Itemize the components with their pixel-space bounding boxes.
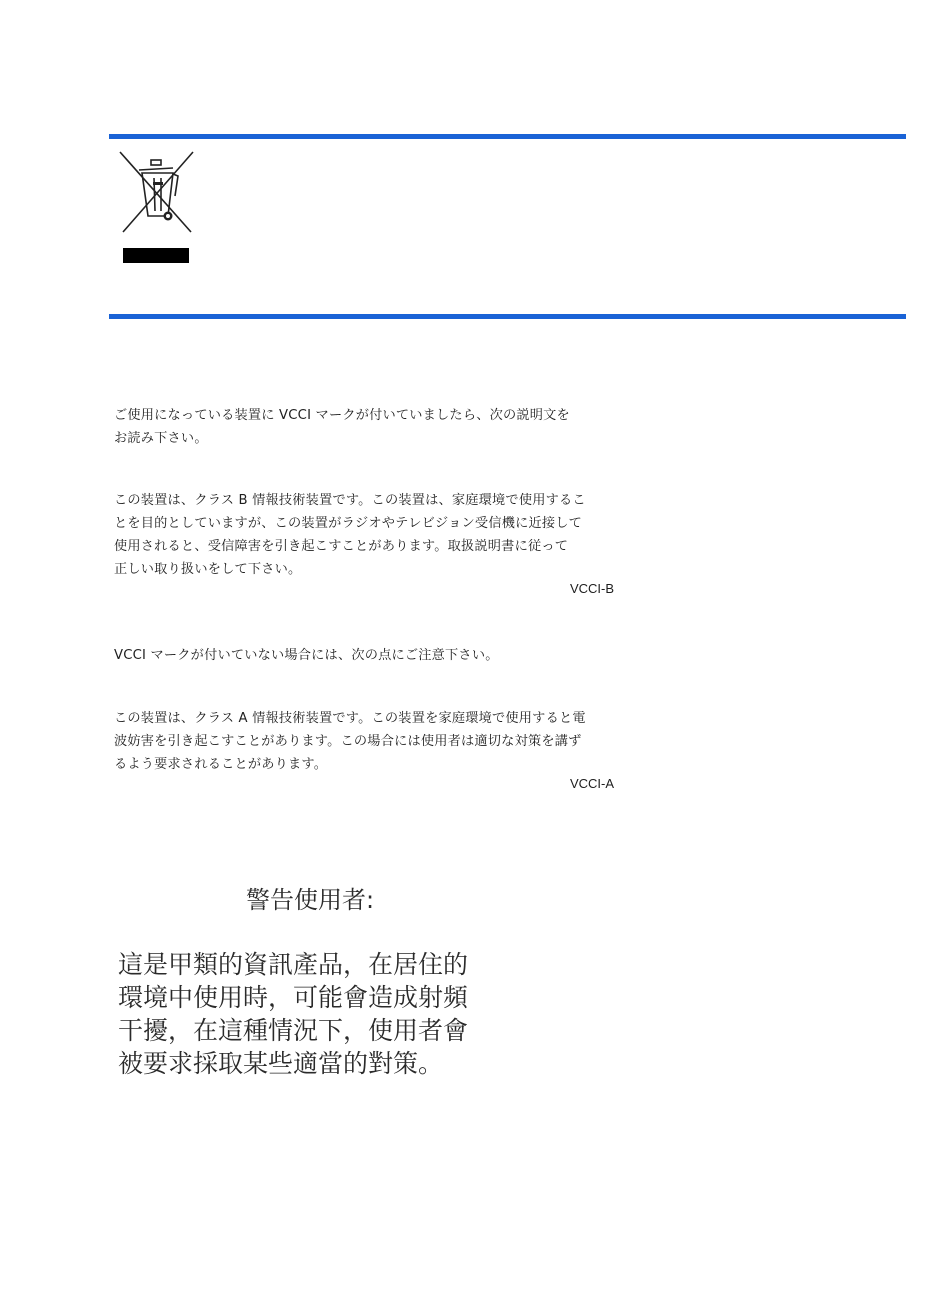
text-line: 使用されると、受信障害を引き起こすことがあります。取扱説明書に従って [114,539,569,554]
text-line: とを目的としていますが、この装置がラジオやテレビジョン受信機に近接して [114,516,583,531]
vcci-no-mark-notice [114,644,624,667]
text-line: ご使用になっている装置に VCCI マークが付いていましたら、次の説明文を [114,408,570,423]
vcci-class-b-statement [114,489,624,581]
text-line: VCCI マークが付いていない場合には、次の点にご注意下さい。 [114,648,499,663]
text-line: 被要求採取某些適當的對策。 [118,1049,444,1078]
taiwan-warning-body [118,948,468,1080]
text-line: お読み下さい。 [114,431,208,446]
text-line: るよう要求されることがあります。 [114,757,328,772]
vcci-b-label: VCCI-B [569,581,614,596]
bottom-blue-rule [109,314,906,319]
text-line: この装置は、クラス B 情報技術装置です。この装置は、家庭環境で使用するこ [114,493,586,508]
vcci-class-a-statement [114,707,624,776]
text-line: 環境中使用時，可能會造成射頻 [118,983,469,1012]
text-line: 波妨害を引き起こすことがあります。この場合には使用者は適切な対策を講ず [114,734,582,749]
crossed-out-wheelie-bin-icon [115,148,197,236]
vcci-intro [114,404,624,450]
text-line: 正しい取り扱いをして下さい。 [114,562,302,577]
top-blue-rule [109,134,906,139]
text-line: この装置は、クラス A 情報技術装置です。この装置を家庭環境で使用すると電 [114,711,586,726]
taiwan-warning-title: 警告使用者: [246,886,375,914]
text-line: 這是甲類的資訊產品，在居住的 [118,950,469,979]
vcci-a-label: VCCI-A [569,776,614,791]
text-line: 干擾，在這種情況下，使用者會 [118,1016,469,1045]
weee-black-bar [123,248,189,263]
